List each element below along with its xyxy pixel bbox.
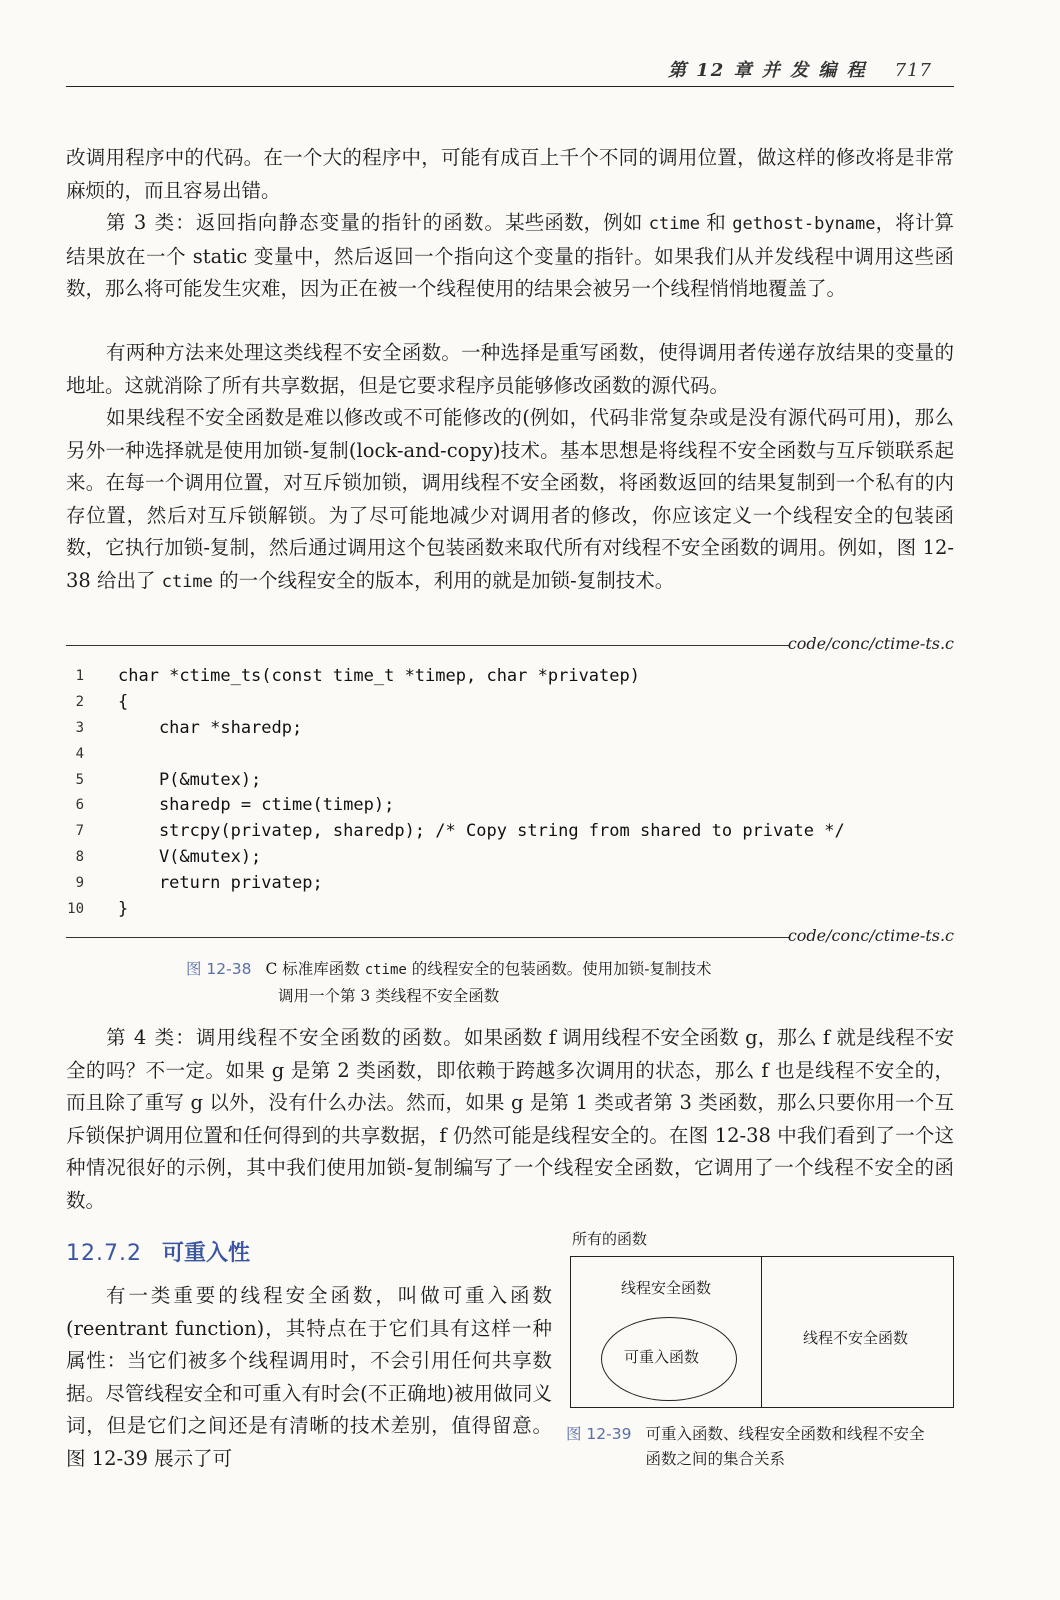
p2-text-b: 和 [699, 211, 733, 234]
paragraph-4 [66, 402, 954, 598]
line-number: 10 [67, 901, 84, 918]
caption-text-a: C 标准库函数 [265, 960, 365, 978]
caption-code: ctime [364, 962, 407, 978]
code-gethostbyname: gethost-byname [732, 214, 876, 234]
code-ctime: ctime [648, 214, 700, 234]
code-text: char *ctime_ts(const time_t *timep, char *privatep) [118, 666, 640, 686]
line-number: 1 [75, 668, 84, 684]
set-diagram [570, 1226, 954, 1416]
code-line [66, 742, 954, 768]
code-rule-bottom [66, 937, 790, 938]
code-ctime-2: ctime [161, 571, 213, 592]
paragraph-6: 有一类重要的线程安全函数，叫做可重入函数(reentrant function)，其特点在于它们具有这样一种属性：当它们被多个线程调用时，不会引用任何共享数据。尽管线程安全和可重入有时会(不正确地)被用做同义词，但是它们之间还是有清晰的技术差别，值得留意。图 12-39 展示了可 [66, 1284, 552, 1470]
code-line [66, 819, 954, 845]
paragraph-2 [66, 207, 954, 306]
code-text: P(&mutex); [118, 769, 262, 790]
thread-unsafe-label: 线程不安全函数 [803, 1329, 909, 1347]
code-text: } [118, 899, 129, 920]
code-line [66, 664, 954, 690]
line-number: 2 [75, 693, 84, 710]
set-divider [761, 1257, 762, 1407]
caption-text-b: 的线程安全的包装函数。使用加锁-复制技术 [406, 960, 712, 978]
caption-line-2: 调用一个第 3 类线程不安全函数 [278, 987, 500, 1005]
paragraph-3: 有两种方法来处理这类线程不安全函数。一种选择是重写函数，使得调用者传递存放结果的变量的地址。这就消除了所有共享数据，但是它要求程序员能够修改函数的源代码。 [66, 341, 954, 397]
code-line [66, 897, 954, 923]
code-text: V(&mutex); [118, 847, 262, 868]
page-number: 717 [894, 60, 932, 81]
section-number: 12.7.2 [66, 1241, 142, 1266]
code-rule-top [66, 645, 790, 646]
figure-39-text: 可重入函数、线程安全函数和线程不安全函数之间的集合关系 [645, 1425, 925, 1468]
page-header [66, 52, 954, 87]
line-number: 4 [75, 745, 84, 762]
all-functions-label: 所有的函数 [572, 1230, 648, 1248]
figure-12-39-caption [566, 1422, 958, 1472]
line-number: 7 [75, 823, 84, 840]
code-text: sharedp = ctime(timep); [118, 795, 395, 816]
chapter-title: 第 12 章 并 发 编 程 [667, 60, 867, 81]
code-line [66, 768, 954, 794]
code-filename-bottom: code/conc/ctime-ts.c [787, 926, 954, 945]
category-4-heading: 第 4 类：调用线程不安全函数的函数。 [106, 1026, 464, 1049]
code-text: char *sharedp; [118, 717, 303, 738]
figure-label: 图 12-38 [186, 960, 252, 978]
code-filename-top: code/conc/ctime-ts.c [787, 634, 954, 653]
code-line [66, 845, 954, 871]
paragraph-1: 改调用程序中的代码。在一个大的程序中，可能有成百上千个不同的调用位置，做这样的修改将是非常麻烦的，而且容易出错。 [66, 146, 954, 202]
p4-text-b: 的一个线程安全的版本，利用的就是加锁-复制技术。 [212, 568, 675, 592]
code-line [66, 716, 954, 742]
p5-text: 如果函数 f 调用线程不安全函数 g，那么 f 就是线程不安全的吗？不一定。如果 g 是第 2 类函数，即依赖于跨越多次调用的状态，那么 f 也是线程不安全的，而且除了重写 g 以外，没有什么办法。然而，如果 g 是第 1 类或者第 3 类函数，那么只要你用一个互斥锁保护调用位置和任何得到的共享数据，f 仍然可能是线程安全的。在图 12-38 中我们看到了一个这种情况很好的示例，其中我们使用加锁-复制编写了一个线程安全函数，它调用了一个线程不安全的函数。 [66, 1026, 954, 1212]
code-text: strcpy(privatep, sharedp); /* Copy string from shared to private */ [118, 821, 845, 842]
thread-safe-label: 线程安全函数 [621, 1279, 712, 1297]
all-functions-box [570, 1256, 954, 1408]
code-line [66, 793, 954, 819]
code-line [66, 690, 954, 716]
line-number: 5 [75, 771, 84, 788]
section-heading [66, 1236, 250, 1267]
figure-12-38-caption [186, 956, 866, 1009]
p2-text-c: ，将计算结果放在一个 static 变量中，然后返回一个指向这个变量的指针。如果我们从并发线程中调用这些函数，那么将可能发生灾难，因为正在被一个线程使用的结果会被另一个线程悄悄地覆盖了。 [66, 211, 954, 300]
figure-label-39: 图 12-39 [566, 1425, 632, 1443]
section-title: 可重入性 [161, 1241, 250, 1266]
reentrant-label: 可重入函数 [624, 1348, 700, 1366]
running-head [668, 56, 932, 82]
line-number: 6 [75, 797, 84, 814]
code-text: return privatep; [118, 873, 323, 894]
code-line [66, 871, 954, 897]
p2-text-a: 某些函数，例如 [505, 211, 649, 234]
line-number: 3 [75, 719, 84, 736]
code-listing [66, 664, 954, 923]
line-number: 9 [75, 875, 84, 892]
category-3-heading: 第 3 类：返回指向静态变量的指针的函数。 [106, 211, 506, 234]
reentrant-ellipse [601, 1317, 737, 1401]
code-text: { [118, 691, 129, 712]
paragraph-5 [66, 1022, 954, 1217]
p4-text-a: 如果线程不安全函数是难以修改或不可能修改的(例如，代码非常复杂或是没有源代码可用)，那么另外一种选择就是使用加锁-复制(lock-and-copy)技术。基本思想是将线程不安全函数与互斥锁联系起来。在每一个调用位置，对互斥锁加锁，调用线程不安全函数，将函数返回的结果复制到一个私有的内存位置，然后对互斥锁解锁。为了尽可能地减少对调用者的修改，你应该定义一个线程安全的包装函数，它执行加锁-复制，然后通过调用这个包装函数来取代所有对线程不安全函数的调用。例如，图 12-38 给出了 [66, 406, 954, 592]
line-number: 8 [75, 849, 84, 866]
